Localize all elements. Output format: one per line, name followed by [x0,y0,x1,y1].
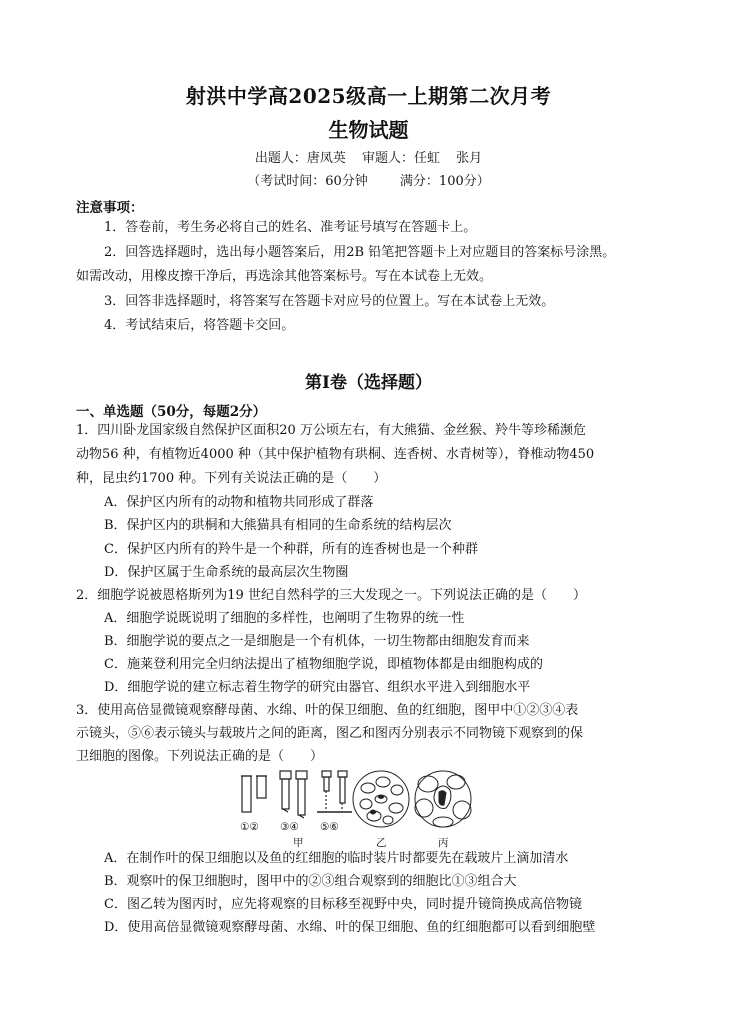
note-item-2-cont: 如需改动，用橡皮擦干净后，再选涂其他答案标号。写在本试卷上无效。 [76,269,493,284]
q3-line-3: 卫细胞的图像。下列说法正确的是（ ） [76,749,324,764]
q2-option-a: A．细胞学说既说明了细胞的多样性，也阐明了生物界的统一性 [104,611,465,626]
author-line [0,147,737,166]
reviewer-2: 张月 [456,151,483,166]
microscope-figure [238,768,478,848]
reviewer: 审题人：任虹 [361,151,440,166]
q1-line-1: 1．四川卧龙国家级自然保护区面积20 万公顷左右，有大熊猫、金丝猴、羚牛等珍稀濒危 [76,423,586,438]
low-power-view-icon [353,771,409,827]
section-title: 第I卷（选择题） [305,373,432,393]
microscope-diagram [238,768,478,836]
label-bing: 丙 [438,837,449,849]
q1-line-3: 种，昆虫约1700 种。下列有关说法正确的是（ ） [76,471,387,486]
q1-option-d: D．保护区属于生命系统的最高层次生物圈 [104,565,349,580]
q2-option-d: D．细胞学说的建立标志着生物学的研究由器官、组织水平进入到细胞水平 [104,680,531,695]
q1-line-2: 动物56 种，有植物近4000 种（其中保护植物有珙桐、连香树、水青树等），脊椎动物450 [76,447,595,462]
note-item-1: 1．答卷前，考生务必将自己的姓名、准考证号填写在答题卡上。 [104,220,477,235]
notes-heading: 注意事项： [76,200,144,216]
label-jia: 甲 [293,837,304,849]
exam-title: 射洪中学高2025级高一上期第二次月考 [185,84,552,108]
exam-info [0,170,737,189]
q1-option-c: C．保护区内所有的羚牛是一个种群，所有的连香树也是一个种群 [104,542,478,557]
label-eyepieces: ①② [240,821,259,833]
q3-line-2: 示镜头，⑤⑥表示镜头与载玻片之间的距离，图乙和图丙分别表示不同物镜下观察到的保 [76,726,584,741]
eyepiece-2-icon [256,776,267,798]
distance-5-icon [322,771,331,811]
section-subheading: 一、单选题（50分，每题2分） [76,404,267,420]
q1-option-a: A．保护区内所有的动物和植物共同形成了群落 [104,495,374,510]
high-power-view-icon [415,771,471,827]
subject-title: 生物试题 [328,118,409,142]
exam-time: （考试时间：60分钟 [247,174,368,189]
q3-option-c: C．图乙转为图丙时，应先将观察的目标移至视野中央，同时提升镜筒换成高倍物镜 [104,897,582,912]
objective-4-icon [296,771,307,818]
label-distances: ⑤⑥ [320,821,339,833]
q3-option-d: D．使用高倍显微镜观察酵母菌、水绵、叶的保卫细胞、鱼的红细胞都可以看到细胞壁 [104,920,596,935]
note-item-4: 4．考试结束后，将答题卡交回。 [104,318,295,333]
objective-3-icon [280,771,291,812]
q2-line-1: 2．细胞学说被恩格斯列为19 世纪自然科学的三大发现之一。下列说法正确的是（ ） [76,588,586,603]
eyepiece-1-icon [241,776,252,812]
q1-option-b: B．保护区内的珙桐和大熊猫具有相同的生命系统的结构层次 [104,518,452,533]
setter: 出题人：唐凤英 [254,151,346,166]
note-item-3: 3．回答非选择题时，将答案写在答题卡对应号的位置上。写在本试卷上无效。 [104,294,555,309]
distance-6-icon [338,771,347,811]
label-objectives: ③④ [280,821,299,833]
q2-option-c: C．施莱登利用完全归纳法提出了植物细胞学说，即植物体都是由细胞构成的 [104,657,543,672]
full-score: 满分：100分） [399,174,490,189]
q3-line-1: 3．使用高倍显微镜观察酵母菌、水绵、叶的保卫细胞、鱼的红细胞，图甲中①②③④表 [76,703,579,718]
label-yi: 乙 [376,837,387,849]
note-item-2: 2．回答选择题时，选出每小题答案后，用2B 铅笔把答题卡上对应题目的答案标号涂黑。 [104,245,616,260]
q3-option-a: A．在制作叶的保卫细胞以及鱼的红细胞的临时装片时都要先在载玻片上滴加清水 [104,851,569,866]
q3-option-b: B．观察叶的保卫细胞时，图甲中的②③组合观察到的细胞比①③组合大 [104,874,517,889]
q2-option-b: B．细胞学说的要点之一是细胞是一个有机体，一切生物都由细胞发育而来 [104,634,530,649]
